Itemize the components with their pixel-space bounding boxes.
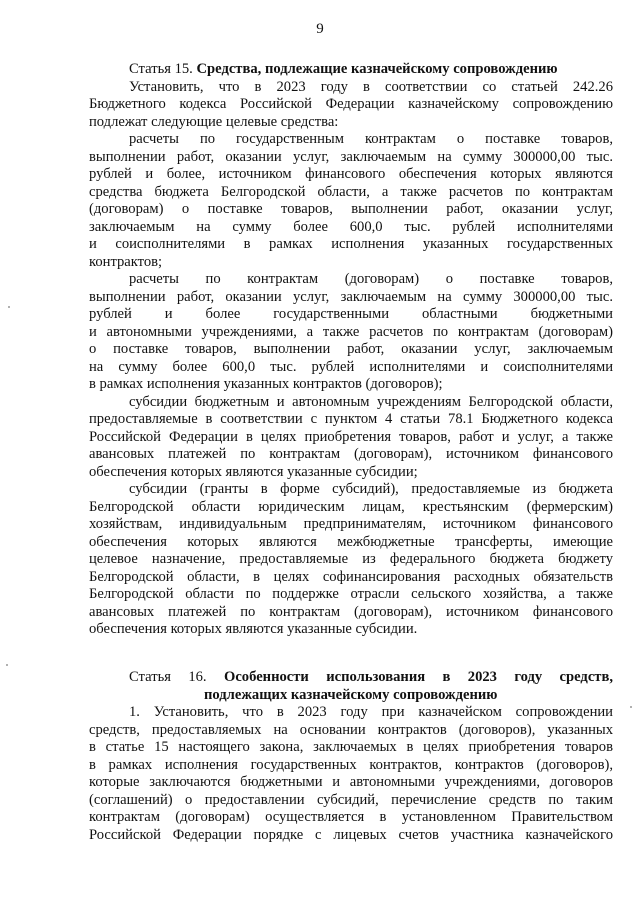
paragraph-line: в рамках исполнения государственных контрактов, контрактов (договоров),	[89, 756, 613, 773]
paragraph-line: Бюджетного кодекса Российской Федерации казначейскому сопровождению	[89, 96, 613, 112]
paragraph-line: рублей и более, источником финансового обеспечения которых являются	[89, 166, 613, 182]
article-16-heading-title-line-2: подлежащих казначейскому сопровождению	[204, 686, 498, 703]
scan-speck	[6, 664, 8, 666]
article-16-heading-line-1	[89, 669, 613, 687]
paragraph-line: обеспечения которых являются межбюджетные трансферты, имеющие	[89, 533, 613, 550]
paragraph-line: обеспечения которых являются указанные субсидии.	[89, 621, 418, 637]
paragraph-line: которые заключаются бюджетными и автономными учреждениями, договоров	[89, 774, 613, 790]
paragraph-line: обеспечения которых являются указанные субсидии;	[89, 463, 418, 480]
paragraph-line: выполнении работ, оказании услуг, заключаемым на сумму 300000,00 тыс.	[89, 288, 613, 305]
article-16-heading-title-line-1: Особенности использования в 2023 году средств,	[223, 669, 613, 685]
page-number: 9	[316, 21, 324, 37]
paragraph-line: (соглашений) о предоставлении субсидий, перечисление средств по таким	[89, 791, 613, 808]
article-15	[89, 61, 613, 639]
paragraph-line: Российской Федерации порядке с лицевых счетов участника казначейского	[89, 826, 613, 843]
paragraph-line: подлежат следующие целевые средства:	[89, 113, 339, 130]
paragraph-line: средств, предоставляемых на основании контрактов (договоров), указанных	[89, 721, 613, 738]
article-15-heading-prefix: Статья 15.	[129, 61, 193, 77]
paragraph-line: субсидии бюджетным и автономным учреждениям Белгородской области,	[129, 393, 613, 410]
paragraph-line: Белгородской области юридическим лицам, крестьянским (фермерским)	[89, 498, 613, 515]
paragraph-line: авансовых платежей по контрактам (договорам), источником финансового	[89, 603, 613, 620]
scan-speck	[8, 306, 10, 308]
paragraph-line: в рамках исполнения указанных контрактов (договоров);	[89, 376, 443, 392]
paragraph-line: и автономными учреждениями, а также расчетов по контрактам (договорам)	[89, 323, 613, 340]
paragraph-line: контрактам (договорам) осуществляется в установленном Правительством	[89, 809, 613, 825]
paragraph-line: средства бюджета Белгородской области, а также расчетов по контрактам	[89, 183, 613, 200]
paragraph-line: предоставляемые в соответствии с пунктом 4 статьи 78.1 Бюджетного кодекса	[89, 411, 613, 427]
paragraph-line: расчеты по контрактам (договорам) о поставке товаров,	[129, 271, 613, 287]
paragraph-line: рублей и более государственными областными бюджетными	[89, 306, 613, 322]
paragraph-line: 1. Установить, что в 2023 году при казначейском сопровождении	[129, 704, 613, 720]
paragraph-line: расчеты по государственным контрактам о поставке товаров,	[129, 131, 613, 147]
paragraph-line: на сумму более 600,0 тыс. рублей исполнителями и соисполнителями	[89, 358, 613, 375]
article-15-heading	[89, 61, 613, 79]
paragraph-line: Белгородской области по поддержке отрасли сельского хозяйства, а также	[89, 586, 613, 602]
paragraph-line: (договорам) о поставке товаров, выполнении работ, оказании услуг,	[89, 201, 613, 217]
paragraph-line: хозяйствам, индивидуальным предпринимателям, источником финансового	[89, 516, 613, 532]
paragraph-line: и соисполнителями в рамках исполнения указанных государственных	[89, 236, 613, 252]
article-16	[89, 669, 613, 844]
article-16-heading-prefix: Статья 16.	[129, 669, 207, 685]
paragraph-line: выполнении работ, оказании услуг, заключаемым на сумму 300000,00 тыс.	[89, 148, 613, 165]
article-15-heading-title: Средства, подлежащие казначейскому сопровождению	[196, 61, 558, 77]
paragraph-line: Российской Федерации в целях приобретения товаров, работ и услуг, а также	[89, 428, 613, 445]
paragraph-line: авансовых платежей по контрактам (договорам), источником финансового	[89, 446, 613, 462]
paragraph-line: в статье 15 настоящего закона, заключаемых в целях приобретения товаров	[89, 739, 613, 755]
paragraph-line: контрактов;	[89, 253, 163, 270]
scan-speck	[630, 706, 632, 708]
paragraph-line: Белгородской области, в целях софинансирования расходных обязательств	[89, 568, 613, 585]
paragraph-line: Установить, что в 2023 году в соответствии со статьей 242.26	[129, 78, 613, 95]
paragraph-line: субсидии (гранты в форме субсидий), предоставляемые из бюджета	[129, 481, 613, 497]
paragraph-line: заключаемым на сумму более 600,0 тыс. рублей исполнителями	[89, 218, 613, 235]
paragraph-line: целевое назначение, предоставляемые из федерального бюджета бюджету	[89, 551, 613, 567]
paragraph-line: о поставке товаров, выполнении работ, оказании услуг, заключаемым	[89, 341, 613, 357]
